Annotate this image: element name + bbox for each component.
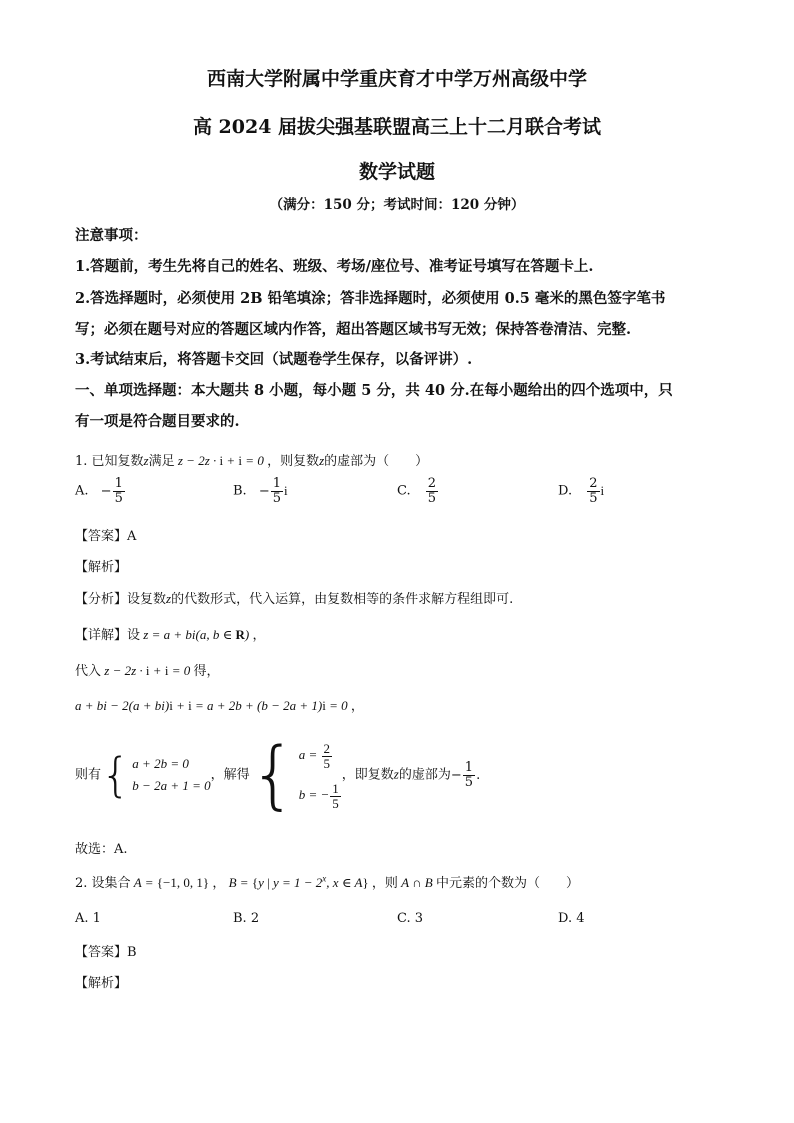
q1-option-d (558, 477, 604, 505)
q2-text-prefix: 2. 设集合 (75, 876, 131, 891)
q2-option-c: C. 3 (397, 911, 424, 926)
note-item-3: 3.考试结束后，将答题卡交回（试题卷学生保存，以备评讲）. (75, 351, 473, 368)
option-a-value: − $\frac{1}{5}$ (100, 476, 123, 506)
q2-text-mid: ，则 (371, 876, 398, 891)
set-a: A = {−1, 0, 1} (130, 875, 210, 890)
system-text-b: ，解得 (210, 767, 250, 783)
q1-answer (75, 525, 136, 544)
equation-system: { a + 2b = 0 b − 2a + 1 = 0 (101, 748, 211, 802)
note-item-2a: 2.答选择题时，必须使用 2B 铅笔填涂；答非选择题时，必须使用 0.5 毫米的黑色签字笔书 (75, 290, 666, 307)
system-text-a: 则有 (75, 767, 102, 783)
substitute-text-a: 代入 (75, 664, 102, 679)
var-z: z (143, 453, 149, 468)
q1-text-mid2: ，则复数 (267, 454, 320, 469)
fenxi-tag: 【分析】 (75, 592, 128, 607)
q1-substitute (75, 660, 219, 679)
fenxi-text-a: 设复数 (127, 592, 167, 607)
q1-choose: 故选：A. (75, 842, 128, 857)
detail-tag: 【详解】 (75, 628, 128, 643)
q2-text-suffix: 中元素的个数为（ ） (435, 876, 579, 891)
note-item-2b: 写；必须在题号对应的答题区域内作答，超出答题区域书写无效；保持答卷清洁、完整. (75, 321, 632, 338)
option-label: B. (233, 483, 247, 499)
notes-heading: 注意事项： (75, 227, 148, 244)
q1-option-a (75, 477, 126, 505)
var-z: z (319, 453, 325, 468)
var-z: z (166, 591, 172, 606)
option-d-value: $\frac{2}{5}$ i (589, 476, 605, 506)
answer-value: A (127, 529, 137, 544)
q2-option-a: A. 1 (75, 911, 101, 926)
system-text-c: ，即复数 (341, 767, 394, 783)
intersection: A ∩ B (397, 875, 436, 890)
school-title: 西南大学附属中学重庆育才中学万州高级中学 (206, 68, 587, 90)
q1-fenxi (75, 588, 513, 607)
option-label: C. (397, 483, 411, 499)
answer-tag: 【答案】 (75, 529, 128, 544)
q2-analysis-tag: 【解析】 (75, 976, 128, 991)
section-heading-1: 一、单项选择题：本大题共 8 小题，每小题 5 分，共 40 分.在每小题给出的四个选项中，只 (75, 382, 673, 399)
option-label: A. (75, 483, 89, 499)
detail-formula: z = a + bi(a, b ∈ R) (140, 627, 253, 642)
q1-option-c (397, 477, 439, 505)
note-item-1: 1.答题前，考生先将自己的姓名、班级、考场/座位号、准考证号填写在答题卡上. (75, 258, 594, 275)
detail-text: 设 (127, 628, 141, 643)
set-b: B = {y | $y = 1 - 2^x$, x ∈ A} (225, 873, 369, 890)
answer-tag: 【答案】 (75, 945, 128, 960)
q1-text-mid1: 满足 (148, 454, 175, 469)
q1-option-b (233, 477, 288, 505)
substitute-text-b: 得， (193, 664, 220, 679)
system-text-d: 的虚部为 (398, 767, 451, 783)
answer-value: B (127, 945, 137, 960)
imag-part-value: − $\frac{1}{5}$ . (450, 759, 481, 790)
option-b-value: − $\frac{1}{5}$ i (258, 476, 288, 506)
q2-option-d: D. 4 (558, 911, 585, 926)
substitute-equation: z − 2z · i + i = 0 (101, 663, 194, 678)
solution-system: { a = $\frac{2}{5}$ b = − $\frac{1}{5}$ (249, 732, 339, 818)
q1-equation: z − 2z · i + i = 0 (174, 453, 268, 468)
fenxi-text-b: 的代数形式，代入运算，由复数相等的条件求解方程组即可. (171, 592, 514, 607)
var-z: z (393, 766, 399, 782)
option-c-value: $\frac{2}{5}$ (427, 476, 437, 506)
question-1-stem (75, 450, 428, 469)
subject-title: 数学试题 (358, 161, 435, 183)
q1-detail: 【详解】设 z = a + bi(a, b ∈ R) ， (75, 627, 266, 643)
q2-option-b: B. 2 (233, 911, 260, 926)
q1-expansion: a + bi − 2(a + bi)i + i = a + 2b + (b − 2a + 1)i = 0 ， (75, 698, 364, 713)
exam-title: 高 2024 届拔尖强基联盟高三上十二月联合考试 (192, 116, 602, 138)
q1-text-mid3: 的虚部为（ ） (324, 454, 429, 469)
section-heading-2: 有一项是符合题目要求的. (75, 413, 240, 430)
option-label: D. (558, 483, 573, 499)
q1-text-prefix: 1. 已知复数 (75, 454, 144, 469)
q1-system (75, 732, 481, 818)
exam-meta: （满分：150 分；考试时间：120 分钟） (269, 197, 525, 213)
question-2-stem: 2. 设集合 A = {−1, 0, 1} ， B = {y | $y = 1 - 2^x$, x ∈ A} ，则 A ∩ B 中元素的个数为（ ） (75, 873, 579, 891)
q1-analysis-tag: 【解析】 (75, 560, 128, 575)
q2-answer (75, 941, 137, 960)
